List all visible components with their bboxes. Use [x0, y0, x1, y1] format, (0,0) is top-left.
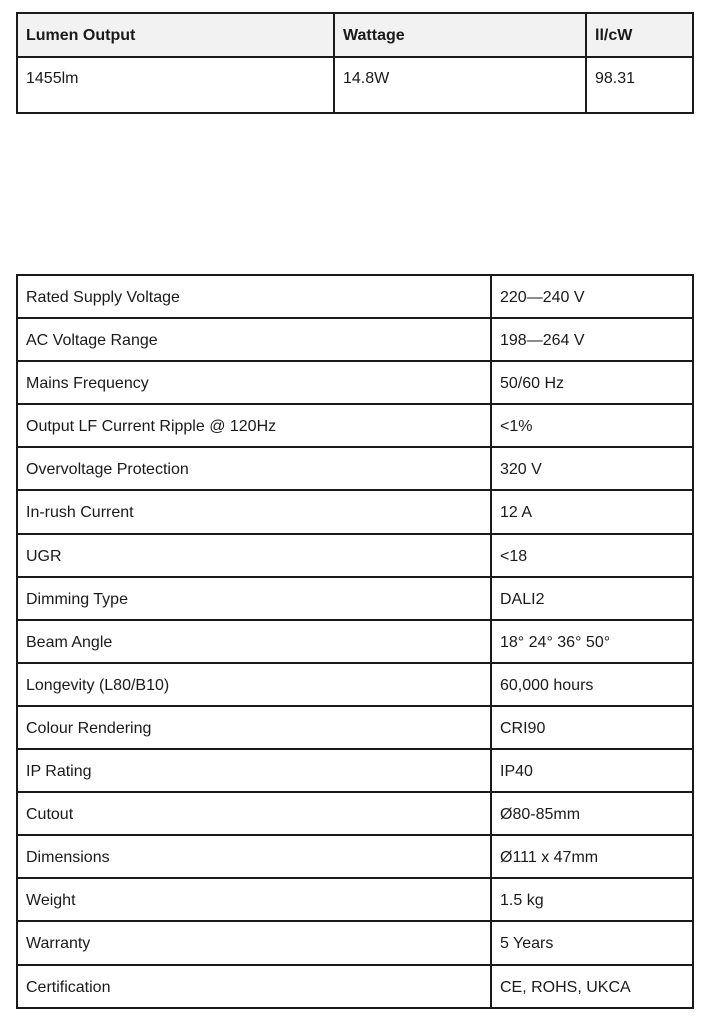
spec-row [17, 835, 693, 878]
spec-label: Colour Rendering [17, 706, 491, 749]
efficacy-header: ll/cW [586, 13, 693, 57]
spec-label: In-rush Current [17, 490, 491, 533]
spec-value: 198—264 V [491, 318, 693, 361]
spec-label: Mains Frequency [17, 361, 491, 404]
output-data-row [17, 57, 693, 113]
spec-value: 320 V [491, 447, 693, 490]
spec-value: 12 A [491, 490, 693, 533]
spec-row [17, 490, 693, 533]
spec-label: Certification [17, 965, 491, 1008]
spec-row [17, 318, 693, 361]
spec-label: Dimensions [17, 835, 491, 878]
efficacy-value: 98.31 [586, 57, 693, 113]
spec-label: Overvoltage Protection [17, 447, 491, 490]
spec-label: Beam Angle [17, 620, 491, 663]
output-header-row [17, 13, 693, 57]
spec-row [17, 706, 693, 749]
spec-label: Output LF Current Ripple @ 120Hz [17, 404, 491, 447]
spec-value: 1.5 kg [491, 878, 693, 921]
spec-value: 220—240 V [491, 275, 693, 318]
wattage-header: Wattage [334, 13, 586, 57]
spec-value: <18 [491, 534, 693, 577]
spec-label: AC Voltage Range [17, 318, 491, 361]
spec-value: 18° 24° 36° 50° [491, 620, 693, 663]
spec-label: Cutout [17, 792, 491, 835]
spec-row [17, 577, 693, 620]
lumen-output-value: 1455lm [17, 57, 334, 113]
spec-row [17, 447, 693, 490]
output-table [16, 12, 694, 114]
spec-row [17, 749, 693, 792]
spec-label: Weight [17, 878, 491, 921]
spec-value: 5 Years [491, 921, 693, 964]
spec-row [17, 275, 693, 318]
spec-label: Rated Supply Voltage [17, 275, 491, 318]
specification-table [16, 274, 694, 1009]
spec-label: UGR [17, 534, 491, 577]
spec-row [17, 965, 693, 1008]
spec-row [17, 620, 693, 663]
spec-value: CE, ROHS, UKCA [491, 965, 693, 1008]
spec-value: Ø80-85mm [491, 792, 693, 835]
spec-value: <1% [491, 404, 693, 447]
spec-value: CRI90 [491, 706, 693, 749]
spec-value: 50/60 Hz [491, 361, 693, 404]
spec-label: Warranty [17, 921, 491, 964]
spec-row [17, 921, 693, 964]
spec-value: 60,000 hours [491, 663, 693, 706]
spec-row [17, 663, 693, 706]
spec-row [17, 878, 693, 921]
spec-row [17, 792, 693, 835]
spec-label: IP Rating [17, 749, 491, 792]
spec-row [17, 404, 693, 447]
spec-value: Ø111 x 47mm [491, 835, 693, 878]
spec-label: Dimming Type [17, 577, 491, 620]
wattage-value: 14.8W [334, 57, 586, 113]
specification-rows [17, 275, 693, 1008]
spec-row [17, 361, 693, 404]
spec-row [17, 534, 693, 577]
lumen-output-header: Lumen Output [17, 13, 334, 57]
spec-label: Longevity (L80/B10) [17, 663, 491, 706]
spec-value: IP40 [491, 749, 693, 792]
spec-value: DALI2 [491, 577, 693, 620]
